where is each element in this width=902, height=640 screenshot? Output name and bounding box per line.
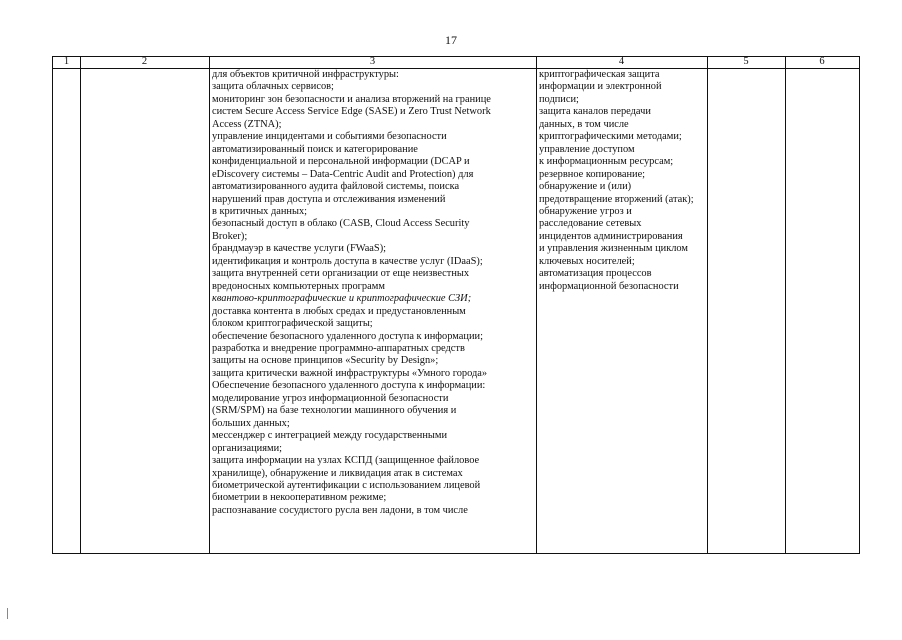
column-3-line: идентификация и контроль доступа в качестве услуг (IDaaS); — [212, 255, 483, 267]
column-3-line: автоматизированный поиск и категорирование — [212, 143, 418, 155]
column-4-line: информационной безопасности — [539, 280, 679, 292]
column-3-line: моделирование угроз информационной безопасности — [212, 392, 449, 404]
column-3-line: eDiscovery системы – Data-Centric Audit and Protection) для — [212, 168, 474, 180]
column-4-line: к информационным ресурсам; — [539, 156, 674, 168]
column-3-line: мессенджер с интеграцией между государственными — [212, 430, 448, 442]
column-divider-1 — [80, 57, 81, 553]
column-4-line: резервное копирование; — [539, 168, 646, 180]
column-4-line: информации и электронной — [539, 81, 662, 93]
column-3-line: квантово-криптографические и криптографические СЗИ; — [212, 293, 472, 305]
column-4-line: предотвращение вторжений (атак); — [539, 193, 694, 205]
column-3-line: автоматизированного аудита файловой системы, поиска — [212, 181, 460, 193]
column-3-line: систем Secure Access Service Edge (SASE) и Zero Trust Network — [212, 106, 491, 118]
column-3-line: мониторинг зон безопасности и анализа вторжений на границе — [212, 93, 491, 105]
column-3-line: хранилище), обнаружение и ликвидация атак в системах — [212, 467, 463, 479]
column-3-line: защита внутренней сети организации от еще неизвестных — [212, 268, 470, 280]
column-3-line: защита информации на узлах КСПД (защищенное файловое — [212, 455, 480, 467]
column-3-line: биометрии в некооперативном режиме; — [212, 492, 387, 504]
column-4-line: расследование сетевых — [539, 218, 642, 230]
column-3-line: больших данных; — [212, 417, 290, 429]
column-header-5: 5 — [743, 56, 749, 67]
column-3-line: биометрической аутентификации с использованием лицевой — [212, 479, 481, 491]
column-4-line: автоматизация процессов — [539, 268, 652, 280]
column-3-line: управление инцидентами и событиями безопасности — [212, 131, 447, 143]
column-3-line: доставка контента в любых средах и предустановленным — [212, 305, 466, 317]
column-3-line: Обеспечение безопасного удаленного доступа к информации: — [212, 380, 486, 392]
column-4-line: обнаружение и (или) — [539, 181, 632, 193]
column-header-1: 1 — [63, 56, 70, 67]
column-4-line: защита каналов передачи — [539, 106, 651, 118]
column-divider-5 — [785, 57, 786, 553]
column-3-line: вредоносных компьютерных программ — [212, 280, 385, 292]
data-table — [52, 56, 860, 554]
page-number: 17 — [445, 33, 457, 47]
column-4-line: обнаружение угроз и — [539, 205, 632, 217]
column-4-line: криптографическими методами; — [539, 131, 682, 143]
margin-mark — [7, 608, 8, 619]
column-3-line: конфиденциальной и персональной информации (DCAP и — [212, 156, 470, 168]
column-4-line: инцидентов администрирования — [539, 230, 683, 242]
column-3-line: защита критически важной инфраструктуры «Умного города» — [212, 367, 488, 379]
column-header-6: 6 — [819, 56, 825, 67]
column-4-line: криптографическая защита — [539, 69, 660, 80]
column-3-line: Access (ZTNA); — [212, 118, 282, 130]
column-header-3: 3 — [369, 56, 376, 67]
column-3-line: для объектов критичной инфраструктуры: — [212, 69, 399, 80]
column-3-line: распознавание сосудистого русла вен ладони, в том числе — [212, 504, 468, 516]
column-3-line: организациями; — [212, 442, 283, 454]
column-3-line: нарушений прав доступа и отслеживания изменений — [212, 193, 446, 205]
column-3-line: обеспечение безопасного удаленного доступа к информации; — [212, 330, 483, 342]
column-4-line: и управления жизненным циклом — [539, 243, 689, 255]
column-4-line: управление доступом — [539, 143, 635, 155]
column-3-line: блоком криптографической защиты; — [212, 318, 373, 330]
column-4-line: подписи; — [539, 93, 579, 105]
column-3-line: Broker); — [212, 230, 248, 242]
column-divider-3 — [536, 57, 537, 553]
column-3-line: в критичных данных; — [212, 205, 308, 217]
column-3-line: защиты на основе принципов «Security by Design»; — [212, 355, 439, 367]
column-divider-2 — [209, 57, 210, 553]
column-divider-4 — [707, 57, 708, 553]
column-3-line: брандмауэр в качестве услуги (FWaaS); — [212, 243, 387, 255]
column-3-line: защита облачных сервисов; — [212, 81, 334, 93]
column-4-cell — [539, 69, 705, 293]
column-3-line: (SRM/SPM) на базе технологии машинного обучения и — [212, 405, 457, 417]
column-header-2: 2 — [141, 56, 148, 67]
column-header-4: 4 — [618, 56, 625, 67]
column-4-line: ключевых носителей; — [539, 255, 635, 267]
column-3-cell — [212, 69, 534, 517]
column-3-line: разработка и внедрение программно-аппаратных средств — [212, 342, 465, 354]
column-4-line: данных, в том числе — [539, 118, 629, 130]
column-3-line: безопасный доступ в облако (CASB, Cloud Access Security — [212, 218, 470, 230]
